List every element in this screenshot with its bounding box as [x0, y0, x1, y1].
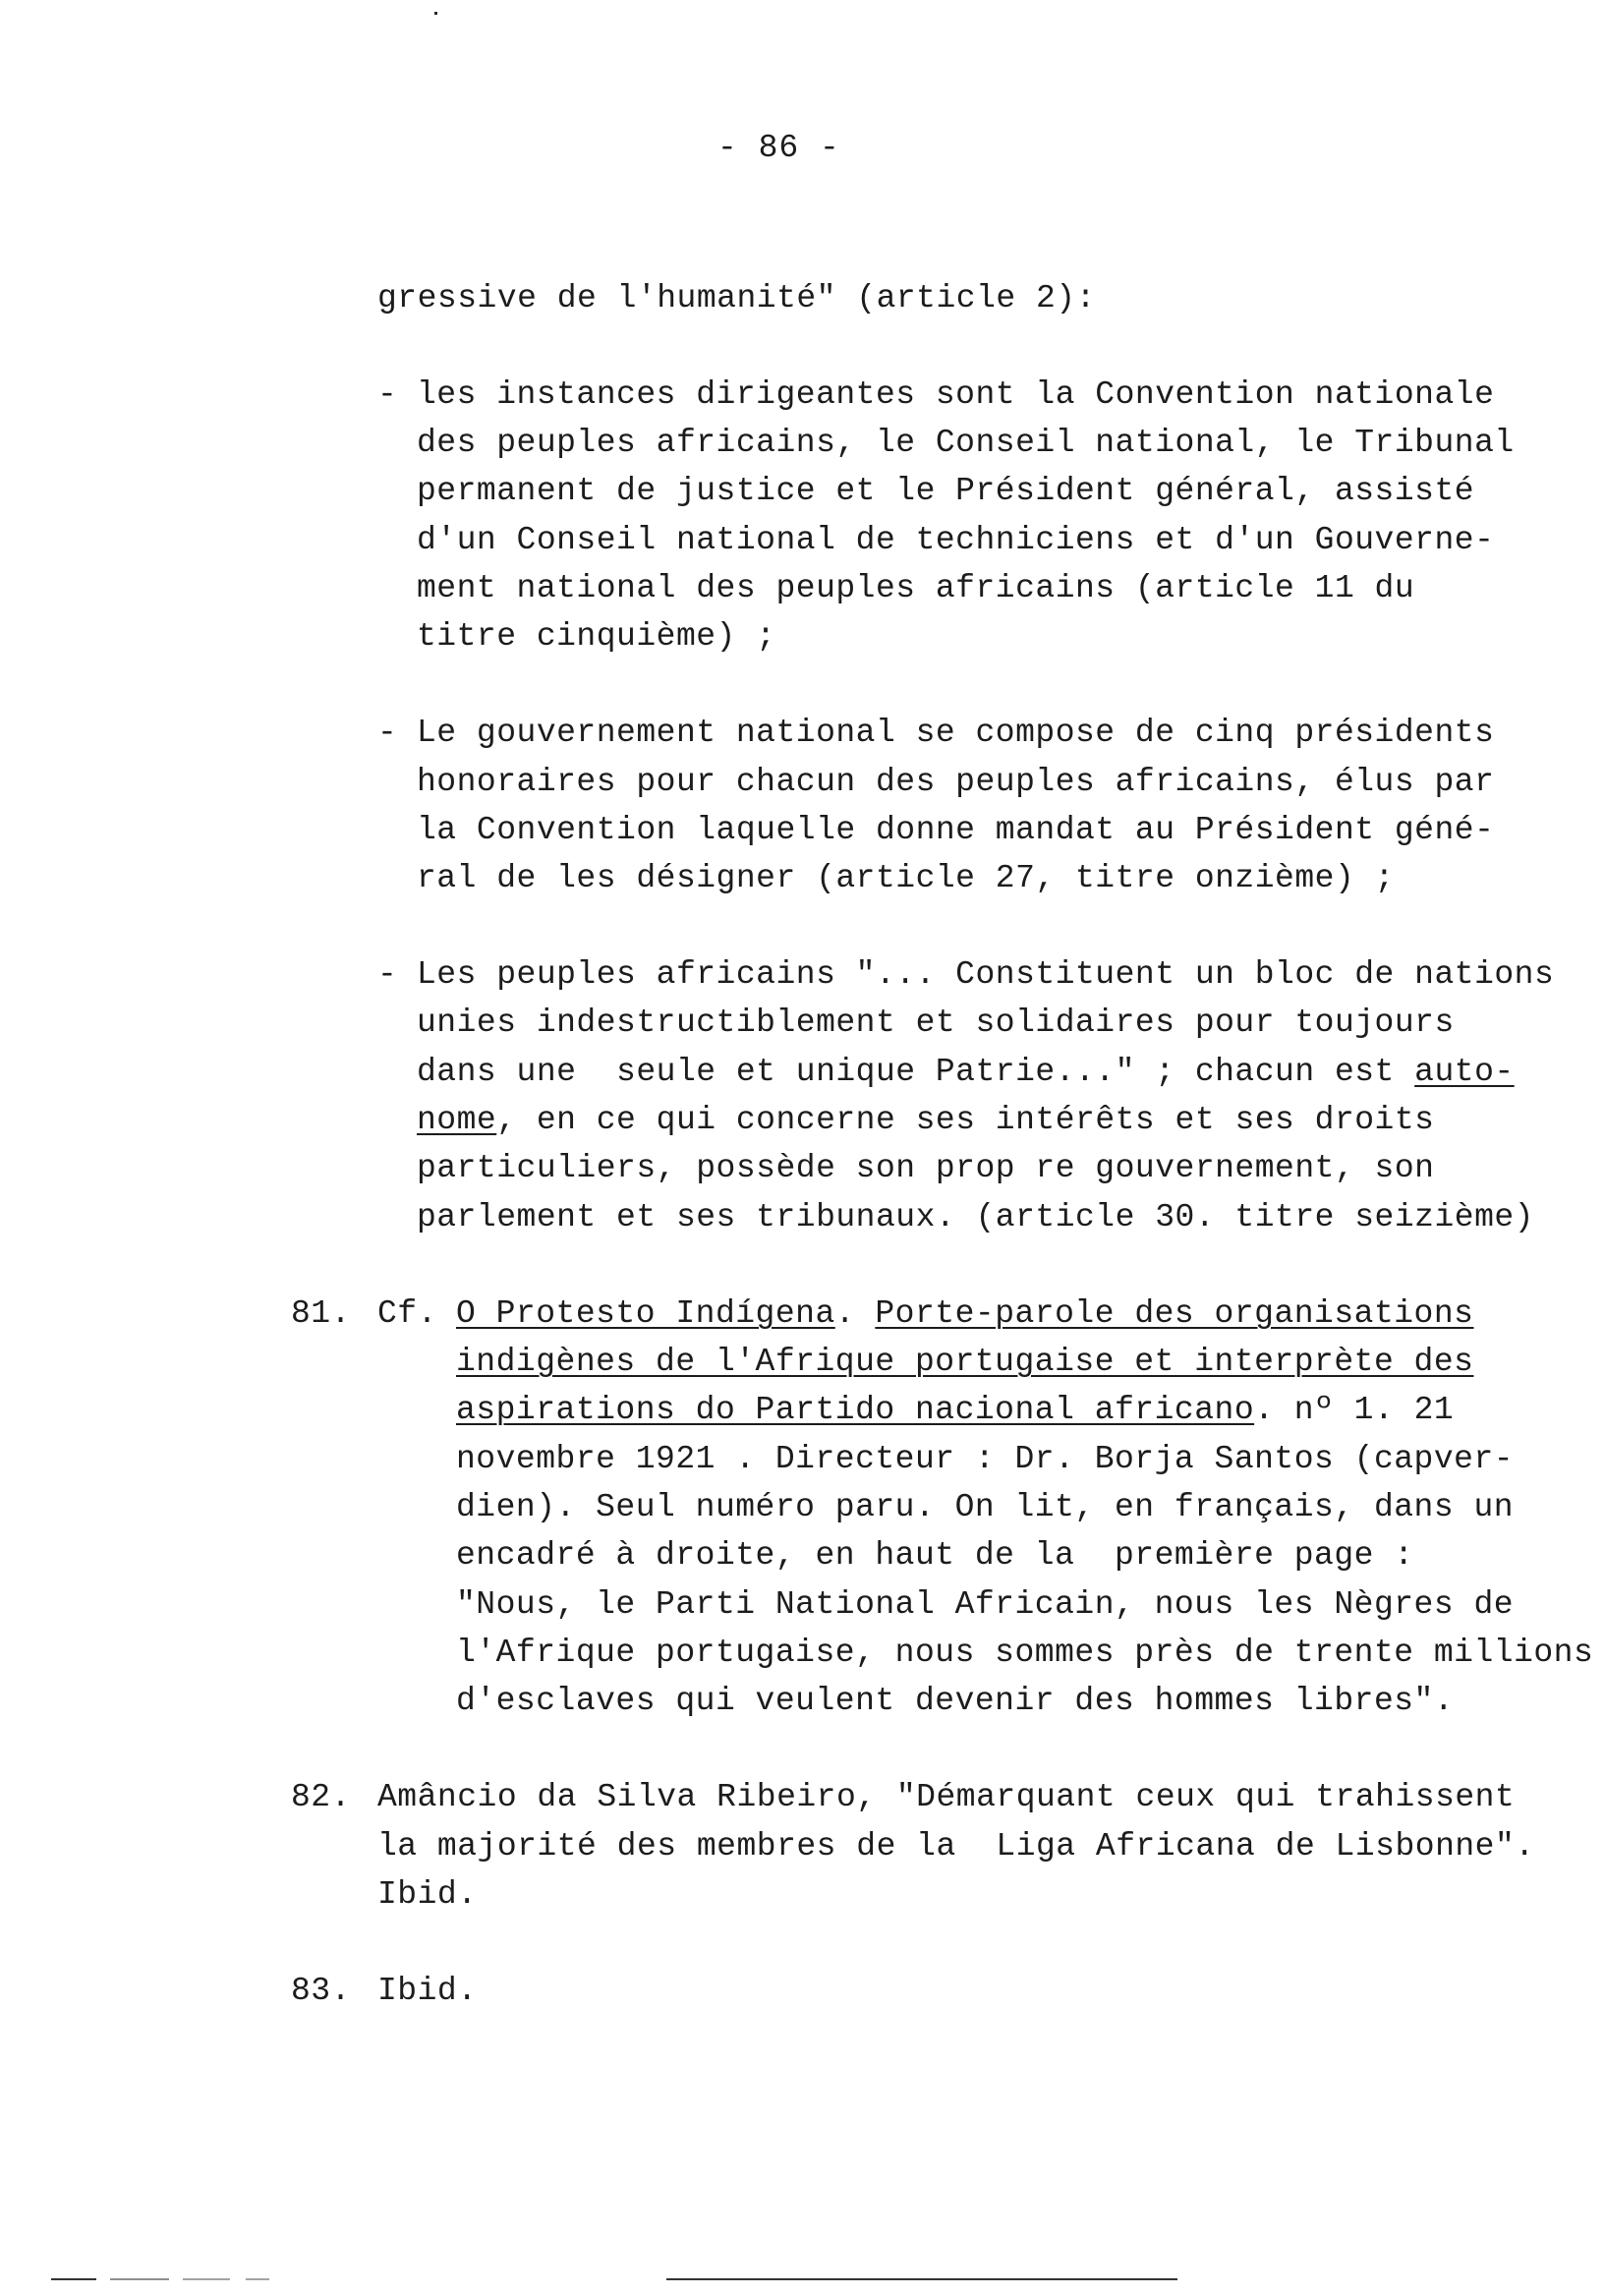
note-81-subtitle-1: Porte-parole des organisations — [875, 1295, 1474, 1332]
bullet-3-line-3 — [417, 1053, 1515, 1092]
underlined-autonome-part1: auto- — [1414, 1054, 1515, 1090]
scan-rule-left-2 — [110, 2278, 169, 2280]
page-number: - 86 - — [717, 130, 840, 166]
note-82-line-1: Amâncio da Silva Ribeiro, "Démarquant ceux qui trahissent — [377, 1779, 1516, 1815]
note-82-number: 82. — [291, 1779, 351, 1815]
note-81-title: O Protesto Indígena — [456, 1295, 835, 1332]
scan-rule-left-1 — [51, 2278, 96, 2280]
bullet-2-line-3: la Convention laquelle donne mandat au Président géné- — [417, 812, 1495, 848]
bullet-1-line-6: titre cinquième) ; — [417, 618, 776, 655]
bullet-3-line-2: unies indestructiblement et solidaires pour toujours — [417, 1004, 1455, 1041]
note-81-subtitle-2: indigènes de l'Afrique portugaise et interprète des — [456, 1344, 1474, 1380]
bullet-1-line-5: ment national des peuples africains (article 11 du — [417, 570, 1415, 606]
bullet-3-line-1: Les peuples africains "... Constituent un bloc de nations — [417, 956, 1555, 993]
bullet-3-line-4-text: , en ce qui concerne ses intérêts et ses droits — [496, 1102, 1435, 1138]
bullet-3-dash: - — [377, 956, 398, 993]
bullet-2-line-1: Le gouvernement national se compose de cinq présidents — [417, 715, 1495, 751]
note-81-line-1 — [456, 1294, 1473, 1334]
scan-rule-left-4 — [246, 2278, 269, 2280]
note-82-line-2: la majorité des membres de la Liga Africana de Lisbonne". — [377, 1828, 1535, 1865]
scan-speck — [434, 12, 437, 15]
bullet-1-line-2: des peuples africains, le Conseil national, le Tribunal — [417, 425, 1515, 461]
note-81-title-sep: . — [834, 1295, 876, 1332]
bullet-3-line-4 — [417, 1101, 1434, 1140]
bullet-1-line-1: les instances dirigeantes sont la Convention nationale — [417, 376, 1495, 413]
note-81-line-7: "Nous, le Parti National Africain, nous les Nègres de — [456, 1586, 1515, 1623]
note-81-number: 81. — [291, 1295, 351, 1332]
note-81-subtitle-3: aspirations do Partido nacional africano — [456, 1392, 1255, 1428]
note-81-line-8: l'Afrique portugaise, nous sommes près de trente millions — [456, 1635, 1594, 1671]
scan-rule-left-3 — [183, 2278, 230, 2280]
note-81-line-2 — [456, 1343, 1473, 1382]
bullet-3-line-5: particuliers, possède son prop re gouvernement, son — [417, 1150, 1435, 1186]
bullet-1-line-4: d'un Conseil national de techniciens et d'un Gouverne- — [417, 522, 1495, 558]
note-81-line-3 — [456, 1391, 1454, 1430]
underlined-autonome-part2: nome — [417, 1102, 497, 1138]
bullet-3-line-6: parlement et ses tribunaux. (article 30. titre seizième) — [417, 1199, 1534, 1235]
note-81-line-5: dien). Seul numéro paru. On lit, en français, dans un — [456, 1489, 1515, 1525]
bullet-2-line-4: ral de les désigner (article 27, titre onzième) ; — [417, 860, 1395, 896]
bullet-2-dash: - — [377, 715, 398, 751]
note-81-issue: . nº 1. 21 — [1254, 1392, 1455, 1428]
note-81-line-4: novembre 1921 . Directeur : Dr. Borja Santos (capver- — [456, 1441, 1515, 1477]
bullet-3-line-3-text: dans une seule et unique Patrie..." ; chacun est — [417, 1054, 1415, 1090]
intro-line: gressive de l'humanité" (article 2): — [377, 280, 1096, 316]
note-83-line-1: Ibid. — [377, 1973, 478, 2009]
note-83-number: 83. — [291, 1973, 351, 2009]
note-81-cf: Cf. — [377, 1295, 437, 1332]
bullet-2-line-2: honoraires pour chacun des peuples africains, élus par — [417, 764, 1495, 800]
note-81-line-9: d'esclaves qui veulent devenir des hommes libres". — [456, 1683, 1455, 1719]
bullet-1-dash: - — [377, 376, 398, 413]
note-82-line-3: Ibid. — [377, 1876, 478, 1913]
bullet-1-line-3: permanent de justice et le Président général, assisté — [417, 473, 1475, 509]
scan-rule-main — [666, 2278, 1177, 2280]
note-81-line-6: encadré à droite, en haut de la première page : — [456, 1537, 1414, 1574]
